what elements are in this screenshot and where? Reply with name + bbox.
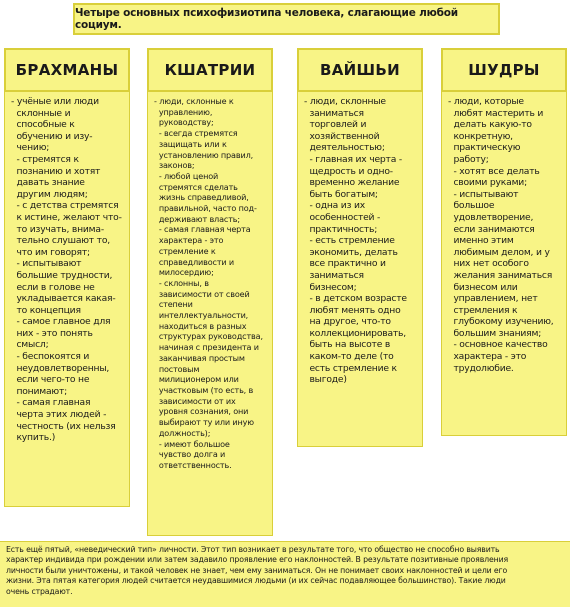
column-brahmins-text: - учёные или люди склонные и способные к обучению и изу- чению; - стремятся к познанию и хотят давать знание другим людям; - с детства стремятся к истине, желают что- то изучать, внима- тельно слушают то, что им говорят; - испытывают большие трудности, если в голове не укладывается какая- то концепция - самое главное для них - это понять смысл; - беспокоятся и неудовлетворенны, если чего-то не понимают; - самая главная черта этих людей - честность (их нельзя купить.)	[11, 96, 122, 444]
column-shudras-text: - люди, которые любят мастерить и делать какую-то конкретную, практическую работу; - хотят все делать своими руками; - испытывают большое удовлетворение, если занимаются именно этим любимым делом, и у них нет особого желания заниматься бизнесом или управлением, нет стремления к глубокому изучению, большим знаниям; - основное качество характера - это трудолюбие.	[448, 96, 554, 374]
page-title: Четыре основных психофизиотипа человека, слагающие любой социум.	[73, 3, 500, 35]
footer-note	[0, 541, 570, 607]
header-vaishyas: ВАЙШЬИ	[297, 48, 423, 92]
column-kshatriyas-text: - люди, склонные к управлению, руководству; - всегда стремятся защищать или к установлению правил, законов; - любой ценой стремятся сделать жизнь справедливой, правильной, часто под- держивают власть; - самая главная черта характера - это стремление к справедливости и милосердию; - склонны, в зависимости от своей степени интеллектуальности, находиться в разных структурах руководства, начиная с президента и заканчивая простым постовым милиционером или участковым (то есть, в зависимости от их уровня сознания, они выбирают ту или иную должность); - имеют большое чувство долга и ответственность.	[154, 96, 263, 470]
column-shudras	[441, 91, 567, 436]
column-vaishyas-text: - люди, склонные заниматься торговлей и хозяйственной деятельностью; - главная их черта - щедрость и одно- временно желание быть богатым; - одна из их особенностей - практичность; - есть стремление экономить, делать все практично и заниматься бизнесом; - в детском возрасте любят менять одно на другое, что-то коллекционировать, быть на высоте в каком-то деле (то есть стремление к выгоде)	[304, 96, 407, 386]
column-brahmins	[4, 91, 130, 507]
header-kshatriyas: КШАТРИИ	[147, 48, 273, 92]
header-brahmins: БРАХМАНЫ	[4, 48, 130, 92]
column-vaishyas	[297, 91, 423, 447]
column-kshatriyas	[147, 91, 273, 536]
header-shudras: ШУДРЫ	[441, 48, 567, 92]
footer-text: Есть ещё пятый, «неведический тип» личности. Этот тип возникает в результате того, что общество не способно выявить характер индивида при рождении или затем задавило проявление его наклонностей. В результате позитивные проявления личности были уничтожены, и такой человек не знает, чем ему заниматься. Он не понимает своих наклонностей и цели его жизни. Эта пятая категория людей считается неудавшимися людьми (и их сейчас подавляющее большинство). Такие люди очень страдают.	[6, 545, 509, 596]
